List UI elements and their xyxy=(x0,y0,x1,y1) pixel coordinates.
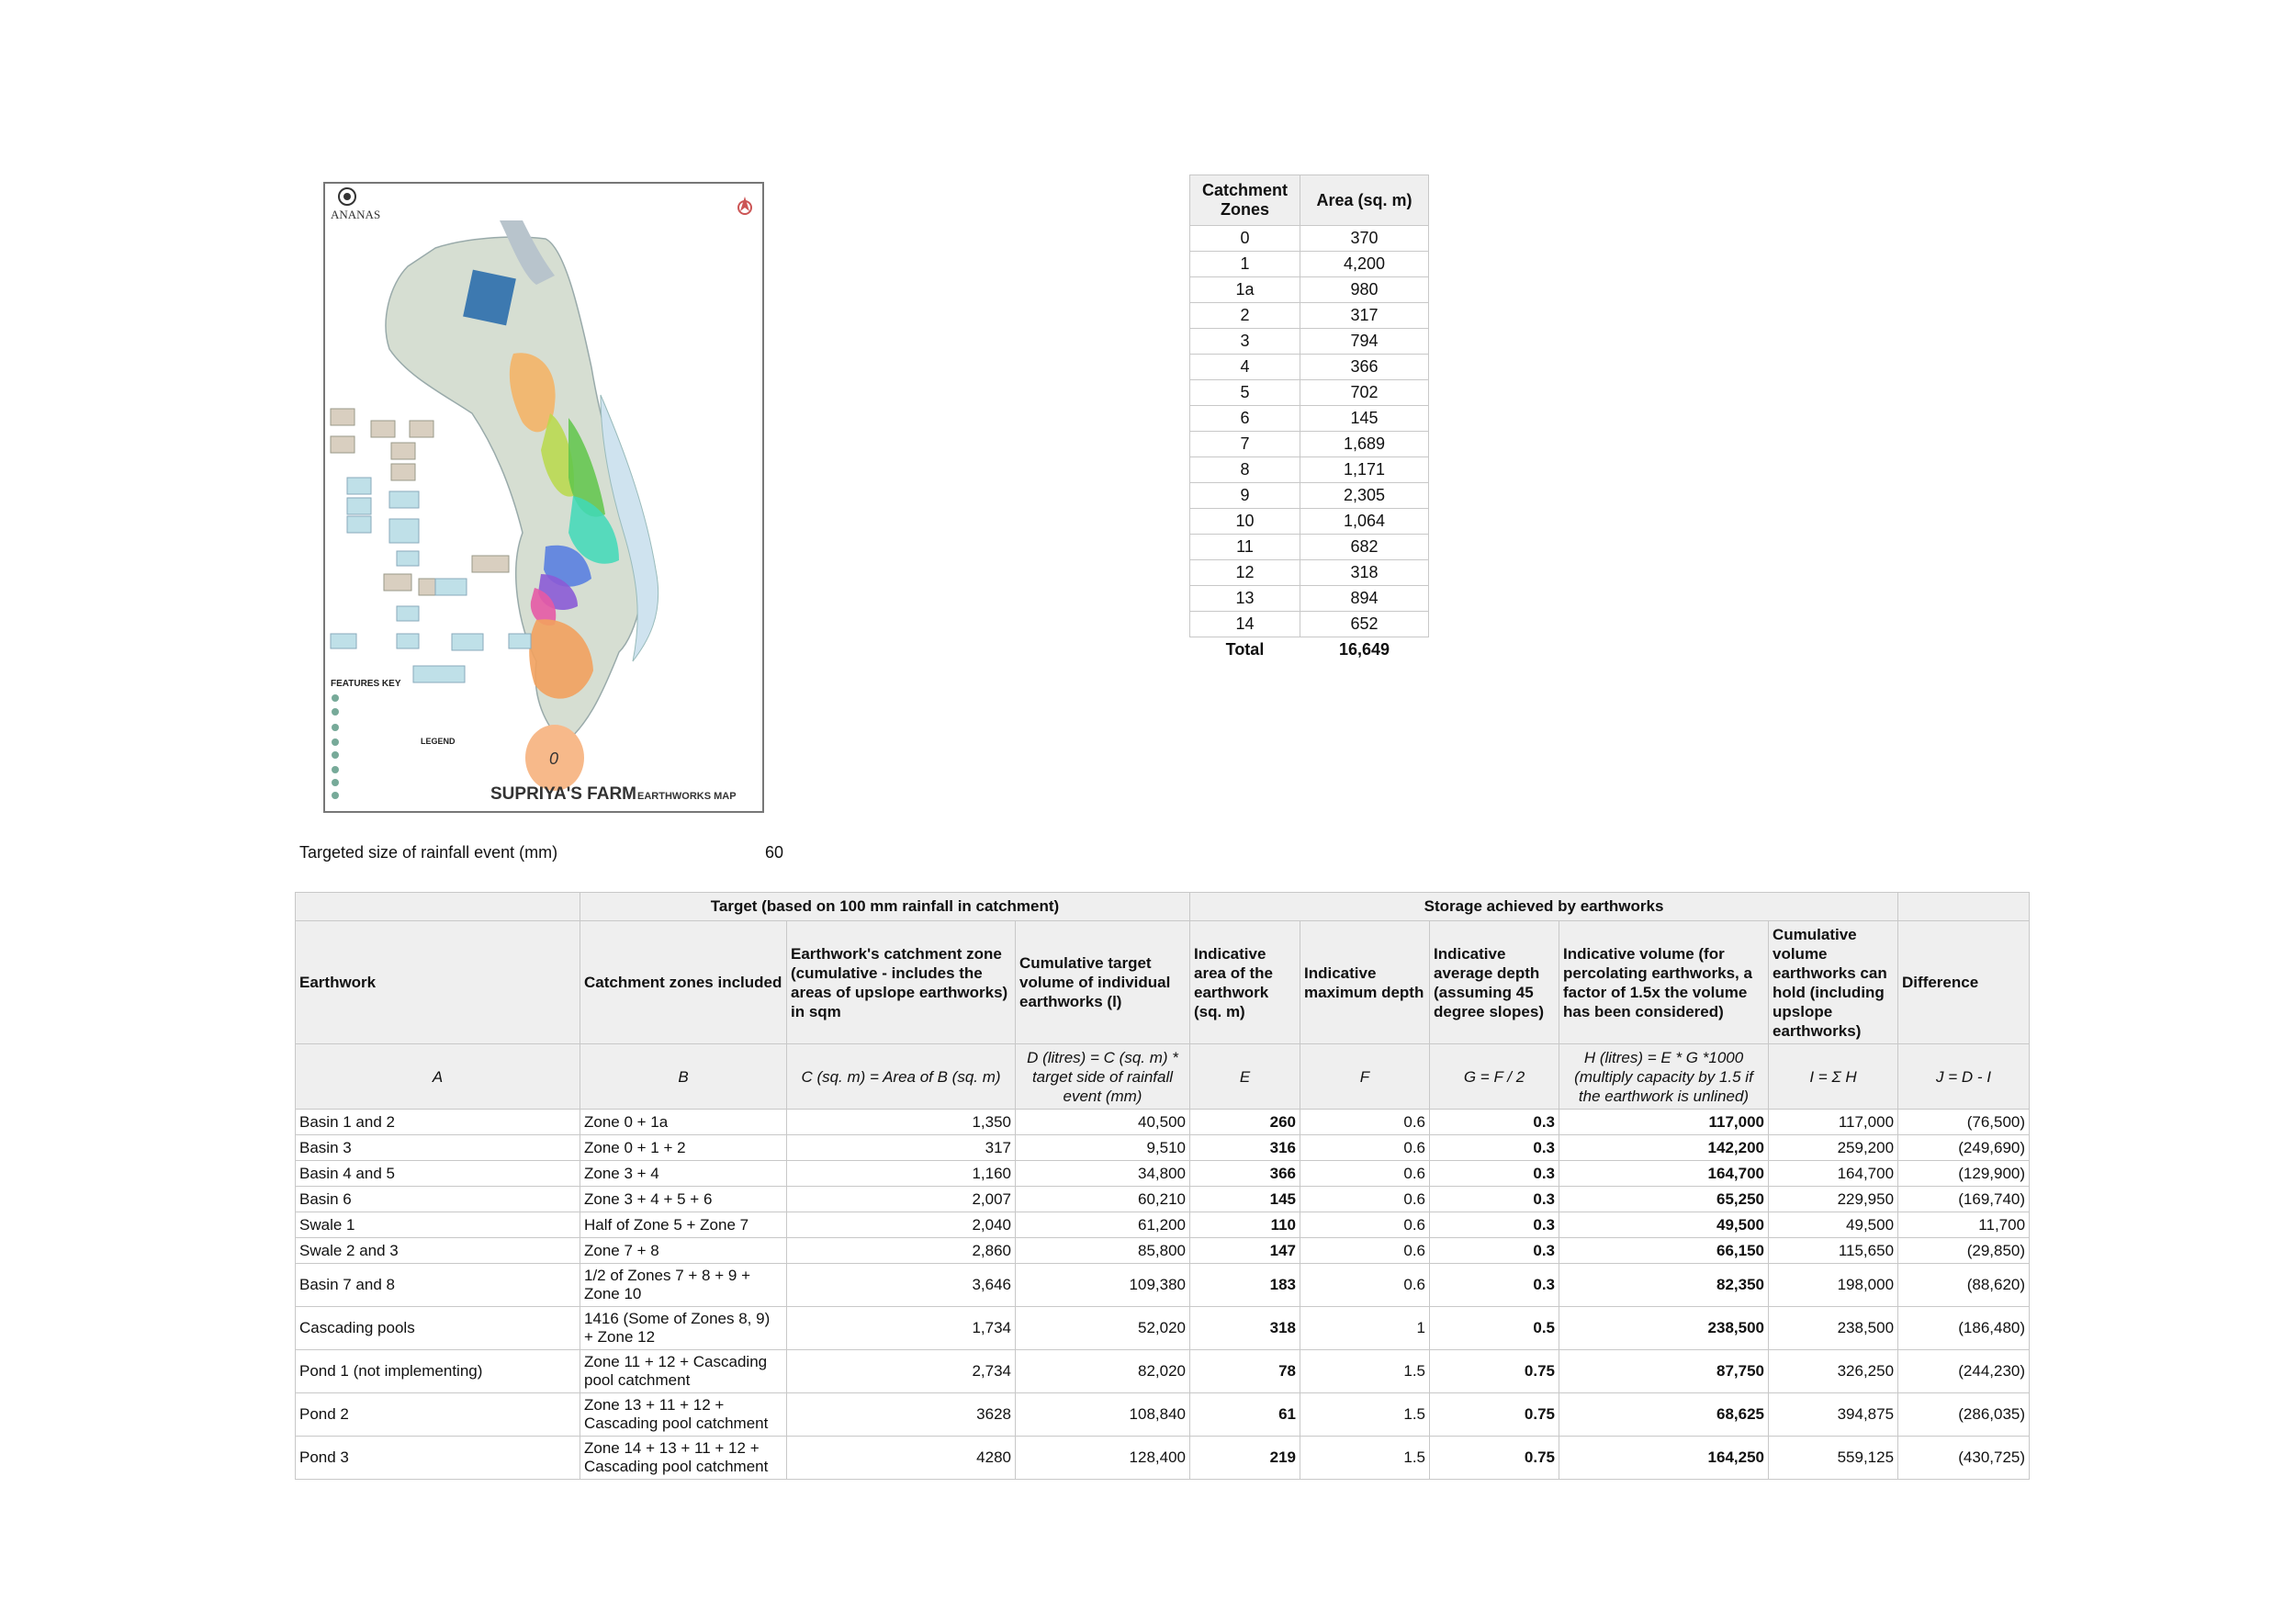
cell-earthwork: Swale 2 and 3 xyxy=(296,1238,580,1264)
cell-max-depth: 0.6 xyxy=(1300,1238,1430,1264)
zone-zero-label: 0 xyxy=(549,750,559,768)
cell-volume: 164,250 xyxy=(1559,1437,1769,1480)
table-row xyxy=(1190,509,1429,535)
col-header-difference: Difference xyxy=(1898,921,2030,1044)
formula-i: I = Σ H xyxy=(1769,1044,1898,1110)
cell-earthwork: Swale 1 xyxy=(296,1212,580,1238)
group-header-row xyxy=(296,893,2030,921)
rainfall-label: Targeted size of rainfall event (mm) xyxy=(299,843,558,862)
cell-max-depth: 0.6 xyxy=(1300,1212,1430,1238)
table-row xyxy=(1190,380,1429,406)
column-header-row xyxy=(296,921,2030,1044)
cell-difference: (186,480) xyxy=(1898,1307,2030,1350)
cell-area: 61 xyxy=(1190,1393,1300,1437)
cell-difference: (430,725) xyxy=(1898,1437,2030,1480)
col-header-catchment-area: Earthwork's catchment zone (cumulative - includes the areas of upslope earthworks) in sqm xyxy=(787,921,1016,1044)
cell-earthwork: Basin 3 xyxy=(296,1135,580,1161)
earthworks-map-drawing xyxy=(325,184,762,811)
zone-area: 2,305 xyxy=(1300,483,1429,509)
zone-id: 13 xyxy=(1190,586,1300,612)
cell-difference: (249,690) xyxy=(1898,1135,2030,1161)
cell-avg-depth: 0.75 xyxy=(1430,1393,1559,1437)
cell-volume: 87,750 xyxy=(1559,1350,1769,1393)
cell-area: 78 xyxy=(1190,1350,1300,1393)
zone-id: 3 xyxy=(1190,329,1300,355)
cell-catchment-area: 1,160 xyxy=(787,1161,1016,1187)
table-row xyxy=(1190,406,1429,432)
table-row xyxy=(1190,329,1429,355)
cell-target-volume: 128,400 xyxy=(1016,1437,1190,1480)
zone-area: 1,064 xyxy=(1300,509,1429,535)
cell-cumulative-volume: 394,875 xyxy=(1769,1393,1898,1437)
legend-title: LEGEND xyxy=(421,737,456,746)
cell-avg-depth: 0.3 xyxy=(1430,1238,1559,1264)
cell-cumulative-volume: 164,700 xyxy=(1769,1161,1898,1187)
zone-id: 4 xyxy=(1190,355,1300,380)
col-header-target-volume: Cumulative target volume of individual earthworks (l) xyxy=(1016,921,1190,1044)
table-row xyxy=(296,1307,2030,1350)
cell-target-volume: 85,800 xyxy=(1016,1238,1190,1264)
cell-volume: 164,700 xyxy=(1559,1161,1769,1187)
cell-catchment-area: 2,734 xyxy=(787,1350,1016,1393)
cell-max-depth: 0.6 xyxy=(1300,1135,1430,1161)
cell-cumulative-volume: 259,200 xyxy=(1769,1135,1898,1161)
formula-b: B xyxy=(580,1044,787,1110)
table-row xyxy=(296,1393,2030,1437)
table-row xyxy=(1190,355,1429,380)
zones-header-area: Area (sq. m) xyxy=(1300,175,1429,226)
zone-id: 0 xyxy=(1190,226,1300,252)
cell-catchment-area: 2,007 xyxy=(787,1187,1016,1212)
earthworks-table xyxy=(295,892,2030,1480)
north-arrow-icon xyxy=(738,197,751,214)
cell-volume: 238,500 xyxy=(1559,1307,1769,1350)
cell-max-depth: 0.6 xyxy=(1300,1110,1430,1135)
cell-difference: (169,740) xyxy=(1898,1187,2030,1212)
cell-catchment-area: 3,646 xyxy=(787,1264,1016,1307)
cell-catchment-area: 2,860 xyxy=(787,1238,1016,1264)
formula-d: D (litres) = C (sq. m) * target side of rainfall event (mm) xyxy=(1016,1044,1190,1110)
cell-volume: 142,200 xyxy=(1559,1135,1769,1161)
table-row xyxy=(296,1350,2030,1393)
cell-earthwork: Basin 6 xyxy=(296,1187,580,1212)
cell-area: 110 xyxy=(1190,1212,1300,1238)
cell-area: 366 xyxy=(1190,1161,1300,1187)
cell-area: 147 xyxy=(1190,1238,1300,1264)
cell-cumulative-volume: 198,000 xyxy=(1769,1264,1898,1307)
table-row xyxy=(1190,226,1429,252)
cell-zones: Zone 3 + 4 xyxy=(580,1161,787,1187)
zone-area: 980 xyxy=(1300,277,1429,303)
cell-cumulative-volume: 326,250 xyxy=(1769,1350,1898,1393)
cell-earthwork: Cascading pools xyxy=(296,1307,580,1350)
cell-zones: Half of Zone 5 + Zone 7 xyxy=(580,1212,787,1238)
zone-id: 11 xyxy=(1190,535,1300,560)
table-row xyxy=(296,1212,2030,1238)
cell-zones: 1416 (Some of Zones 8, 9) + Zone 12 xyxy=(580,1307,787,1350)
cell-earthwork: Basin 7 and 8 xyxy=(296,1264,580,1307)
earthworks-table-body xyxy=(296,1110,2030,1480)
formula-g: G = F / 2 xyxy=(1430,1044,1559,1110)
cell-max-depth: 0.6 xyxy=(1300,1187,1430,1212)
zone-id: 7 xyxy=(1190,432,1300,457)
cell-difference: (286,035) xyxy=(1898,1393,2030,1437)
zones-total-label: Total xyxy=(1225,640,1265,659)
table-row xyxy=(1190,483,1429,509)
cell-max-depth: 1.5 xyxy=(1300,1437,1430,1480)
cell-max-depth: 1.5 xyxy=(1300,1350,1430,1393)
cell-avg-depth: 0.3 xyxy=(1430,1135,1559,1161)
cell-target-volume: 40,500 xyxy=(1016,1110,1190,1135)
cell-avg-depth: 0.3 xyxy=(1430,1161,1559,1187)
cell-cumulative-volume: 115,650 xyxy=(1769,1238,1898,1264)
cell-target-volume: 82,020 xyxy=(1016,1350,1190,1393)
cell-avg-depth: 0.75 xyxy=(1430,1350,1559,1393)
cell-volume: 117,000 xyxy=(1559,1110,1769,1135)
formula-c: C (sq. m) = Area of B (sq. m) xyxy=(787,1044,1016,1110)
cell-area: 318 xyxy=(1190,1307,1300,1350)
cell-zones: Zone 0 + 1 + 2 xyxy=(580,1135,787,1161)
zone-area: 1,171 xyxy=(1300,457,1429,483)
cell-target-volume: 108,840 xyxy=(1016,1393,1190,1437)
cell-difference: (88,620) xyxy=(1898,1264,2030,1307)
zones-total-value: 16,649 xyxy=(1338,640,1390,659)
group-header-storage: Storage achieved by earthworks xyxy=(1190,893,1898,921)
cell-max-depth: 0.6 xyxy=(1300,1264,1430,1307)
cell-catchment-area: 3628 xyxy=(787,1393,1016,1437)
group-header-blank xyxy=(296,893,580,921)
zone-id: 9 xyxy=(1190,483,1300,509)
table-row xyxy=(296,1110,2030,1135)
cell-zones: Zone 7 + 8 xyxy=(580,1238,787,1264)
table-row xyxy=(1190,457,1429,483)
cell-catchment-area: 2,040 xyxy=(787,1212,1016,1238)
formula-a: A xyxy=(296,1044,580,1110)
ananas-logo xyxy=(331,188,380,221)
table-row xyxy=(296,1264,2030,1307)
cell-target-volume: 9,510 xyxy=(1016,1135,1190,1161)
table-row xyxy=(1190,277,1429,303)
cell-zones: Zone 0 + 1a xyxy=(580,1110,787,1135)
cell-avg-depth: 0.3 xyxy=(1430,1264,1559,1307)
formula-row xyxy=(296,1044,2030,1110)
cell-area: 260 xyxy=(1190,1110,1300,1135)
catchment-zones-table xyxy=(1189,175,1429,662)
cell-target-volume: 60,210 xyxy=(1016,1187,1190,1212)
col-header-area: Indicative area of the earthwork (sq. m) xyxy=(1190,921,1300,1044)
group-header-blank-right xyxy=(1898,893,2030,921)
cell-volume: 82,350 xyxy=(1559,1264,1769,1307)
cell-difference: (244,230) xyxy=(1898,1350,2030,1393)
map-title-main: SUPRIYA'S FARM xyxy=(490,784,637,804)
cell-target-volume: 34,800 xyxy=(1016,1161,1190,1187)
cell-difference: (76,500) xyxy=(1898,1110,2030,1135)
col-header-avg-depth: Indicative average depth (assuming 45 degree slopes) xyxy=(1430,921,1559,1044)
cell-target-volume: 109,380 xyxy=(1016,1264,1190,1307)
zone-id: 8 xyxy=(1190,457,1300,483)
map-title-sub: EARTHWORKS MAP xyxy=(637,791,737,802)
zone-id: 5 xyxy=(1190,380,1300,406)
col-header-earthwork: Earthwork xyxy=(296,921,580,1044)
cell-zones: Zone 3 + 4 + 5 + 6 xyxy=(580,1187,787,1212)
cell-cumulative-volume: 229,950 xyxy=(1769,1187,1898,1212)
zone-area: 317 xyxy=(1300,303,1429,329)
table-row xyxy=(1190,303,1429,329)
cell-area: 316 xyxy=(1190,1135,1300,1161)
zone-area: 145 xyxy=(1300,406,1429,432)
cell-earthwork: Pond 1 (not implementing) xyxy=(296,1350,580,1393)
cell-avg-depth: 0.5 xyxy=(1430,1307,1559,1350)
cell-cumulative-volume: 49,500 xyxy=(1769,1212,1898,1238)
zone-area: 682 xyxy=(1300,535,1429,560)
cell-max-depth: 1 xyxy=(1300,1307,1430,1350)
cell-zones: Zone 13 + 11 + 12 + Cascading pool catchment xyxy=(580,1393,787,1437)
zone-area: 370 xyxy=(1300,226,1429,252)
zone-id: 14 xyxy=(1190,612,1300,637)
table-row xyxy=(1190,560,1429,586)
col-header-max-depth: Indicative maximum depth xyxy=(1300,921,1430,1044)
zones-total-row xyxy=(1190,637,1429,663)
cell-earthwork: Basin 1 and 2 xyxy=(296,1110,580,1135)
cell-avg-depth: 0.75 xyxy=(1430,1437,1559,1480)
formula-e: E xyxy=(1190,1044,1300,1110)
cell-avg-depth: 0.3 xyxy=(1430,1110,1559,1135)
zone-area: 318 xyxy=(1300,560,1429,586)
zone-area: 894 xyxy=(1300,586,1429,612)
col-header-zones: Catchment zones included xyxy=(580,921,787,1044)
cell-cumulative-volume: 559,125 xyxy=(1769,1437,1898,1480)
group-header-target: Target (based on 100 mm rainfall in catchment) xyxy=(580,893,1190,921)
cell-volume: 68,625 xyxy=(1559,1393,1769,1437)
zone-id: 2 xyxy=(1190,303,1300,329)
features-key-icons xyxy=(332,694,339,799)
cell-zones: Zone 11 + 12 + Cascading pool catchment xyxy=(580,1350,787,1393)
cell-earthwork: Pond 2 xyxy=(296,1393,580,1437)
zones-header-zone: Catchment Zones xyxy=(1190,175,1300,226)
table-row xyxy=(296,1187,2030,1212)
earthworks-map xyxy=(323,182,764,813)
zone-id: 1a xyxy=(1190,277,1300,303)
zone-area: 1,689 xyxy=(1300,432,1429,457)
table-row xyxy=(1190,432,1429,457)
cell-area: 219 xyxy=(1190,1437,1300,1480)
formula-j: J = D - I xyxy=(1898,1044,2030,1110)
cell-cumulative-volume: 117,000 xyxy=(1769,1110,1898,1135)
cell-catchment-area: 1,734 xyxy=(787,1307,1016,1350)
table-row xyxy=(296,1135,2030,1161)
cell-target-volume: 61,200 xyxy=(1016,1212,1190,1238)
zone-area: 4,200 xyxy=(1300,252,1429,277)
table-row xyxy=(1190,612,1429,637)
cell-avg-depth: 0.3 xyxy=(1430,1187,1559,1212)
rainfall-value: 60 xyxy=(765,843,784,862)
zone-id: 1 xyxy=(1190,252,1300,277)
col-header-volume: Indicative volume (for percolating earthworks, a factor of 1.5x the volume has been considered) xyxy=(1559,921,1769,1044)
cell-max-depth: 1.5 xyxy=(1300,1393,1430,1437)
cell-earthwork: Basin 4 and 5 xyxy=(296,1161,580,1187)
cell-max-depth: 0.6 xyxy=(1300,1161,1430,1187)
cell-difference: 11,700 xyxy=(1898,1212,2030,1238)
logo-text: ANANAS xyxy=(331,208,381,221)
table-row xyxy=(1190,252,1429,277)
cell-area: 145 xyxy=(1190,1187,1300,1212)
zone-id: 12 xyxy=(1190,560,1300,586)
zones-table-header xyxy=(1190,175,1429,226)
zone-area: 652 xyxy=(1300,612,1429,637)
cell-avg-depth: 0.3 xyxy=(1430,1212,1559,1238)
formula-f: F xyxy=(1300,1044,1430,1110)
zone-area: 794 xyxy=(1300,329,1429,355)
zone-id: 10 xyxy=(1190,509,1300,535)
table-row xyxy=(296,1161,2030,1187)
table-row xyxy=(296,1437,2030,1480)
cell-cumulative-volume: 238,500 xyxy=(1769,1307,1898,1350)
features-key-title: FEATURES KEY xyxy=(331,679,401,689)
cell-catchment-area: 317 xyxy=(787,1135,1016,1161)
table-row xyxy=(1190,535,1429,560)
cell-earthwork: Pond 3 xyxy=(296,1437,580,1480)
col-header-cumulative-volume: Cumulative volume earthworks can hold (including upslope earthworks) xyxy=(1769,921,1898,1044)
cell-volume: 66,150 xyxy=(1559,1238,1769,1264)
cell-zones: Zone 14 + 13 + 11 + 12 + Cascading pool catchment xyxy=(580,1437,787,1480)
cell-volume: 65,250 xyxy=(1559,1187,1769,1212)
cell-catchment-area: 4280 xyxy=(787,1437,1016,1480)
cell-zones: 1/2 of Zones 7 + 8 + 9 + Zone 10 xyxy=(580,1264,787,1307)
cell-difference: (129,900) xyxy=(1898,1161,2030,1187)
table-row xyxy=(1190,586,1429,612)
zone-area: 366 xyxy=(1300,355,1429,380)
cell-difference: (29,850) xyxy=(1898,1238,2030,1264)
cell-area: 183 xyxy=(1190,1264,1300,1307)
zone-area: 702 xyxy=(1300,380,1429,406)
formula-h: H (litres) = E * G *1000 (multiply capacity by 1.5 if the earthwork is unlined) xyxy=(1559,1044,1769,1110)
cell-catchment-area: 1,350 xyxy=(787,1110,1016,1135)
cell-volume: 49,500 xyxy=(1559,1212,1769,1238)
table-row xyxy=(296,1238,2030,1264)
zone-id: 6 xyxy=(1190,406,1300,432)
cell-target-volume: 52,020 xyxy=(1016,1307,1190,1350)
